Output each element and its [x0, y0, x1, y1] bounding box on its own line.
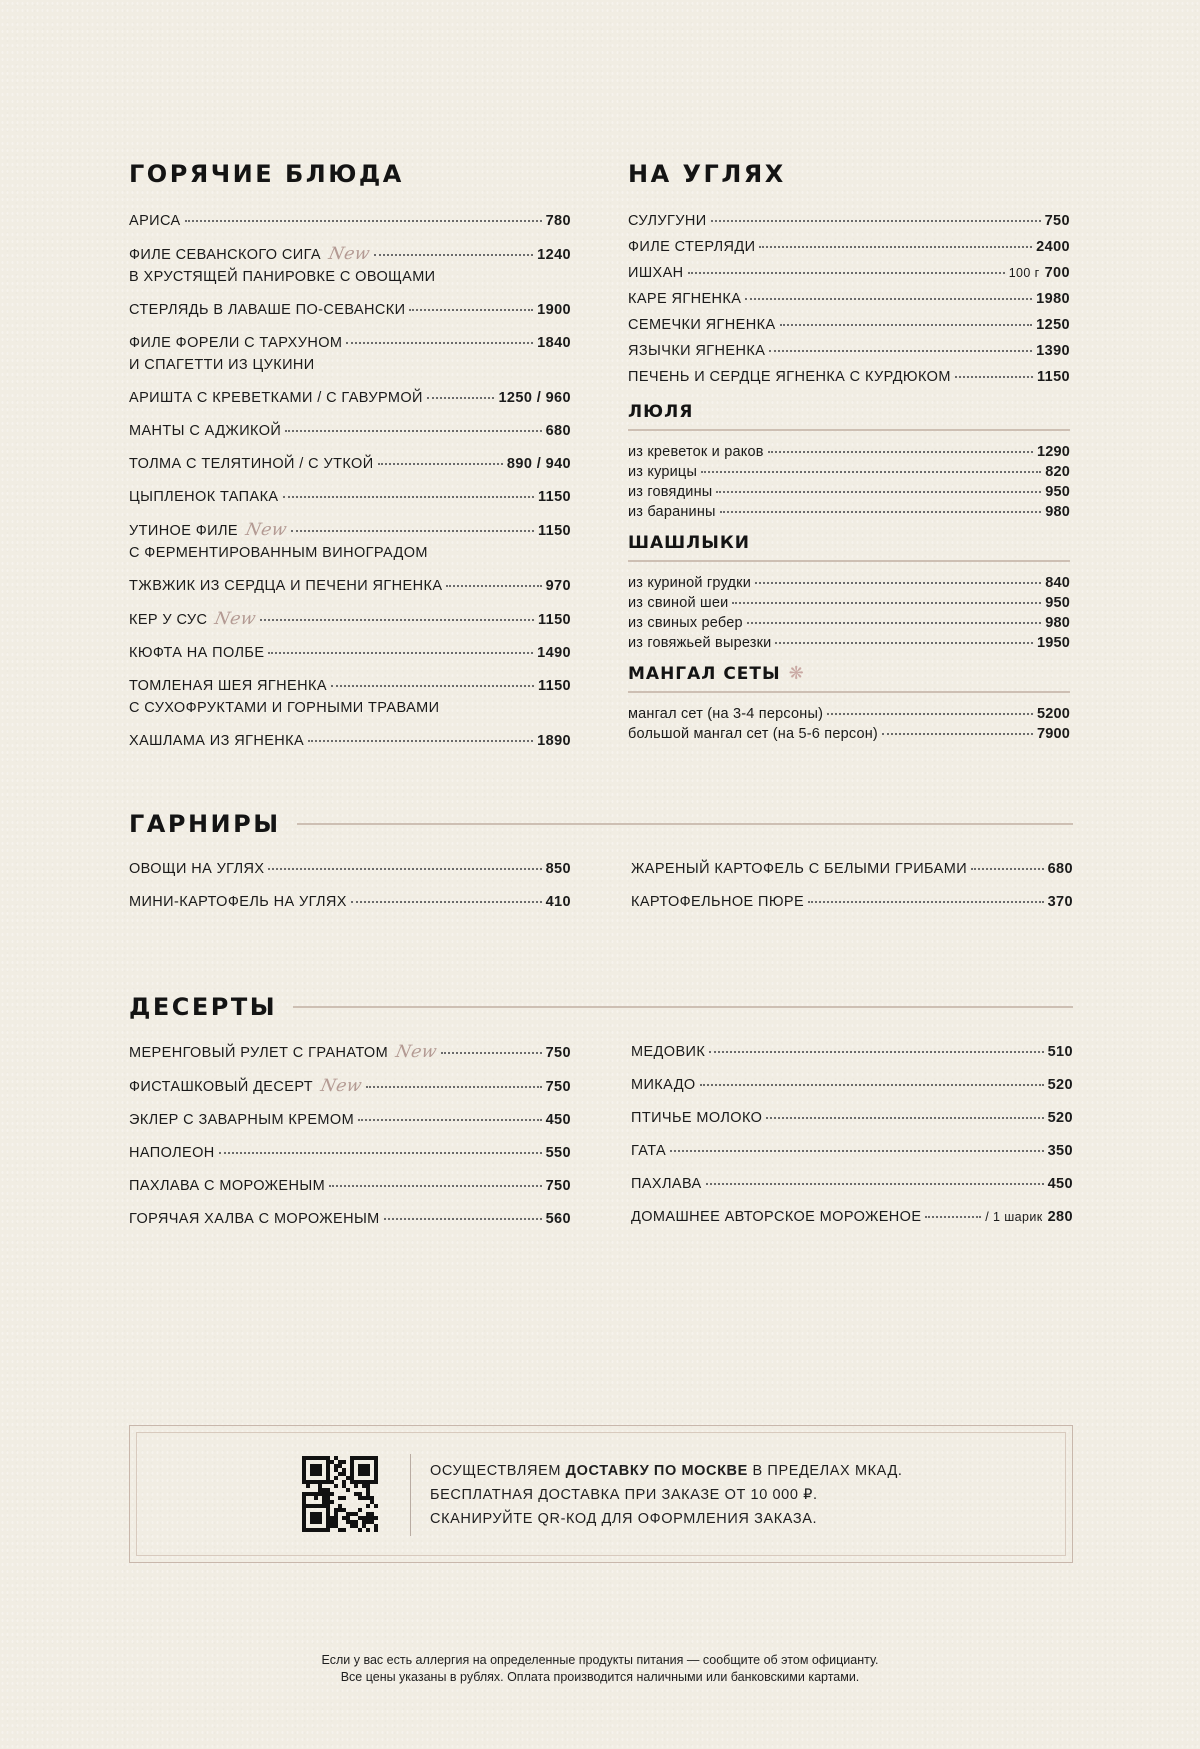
menu-item-price: 1240 [537, 247, 571, 263]
menu-item-row [129, 893, 571, 911]
footer-line-1: Если у вас есть аллергия на определенные продукты питания — сообщите об этом официанту. [321, 1653, 879, 1667]
menu-item-price: 950 [1045, 595, 1070, 611]
menu-item-price: 780 [545, 213, 571, 229]
menu-item-name: МЕРЕНГОВЫЙ РУЛЕТ С ГРАНАТОМ [129, 1045, 389, 1061]
menu-item-row [628, 594, 1070, 612]
shashlik-title [628, 533, 1070, 562]
menu-item-price: 680 [545, 423, 571, 439]
menu-item-price: 1980 [1036, 291, 1070, 307]
delivery-line-2: БЕСПЛАТНАЯ ДОСТАВКА ПРИ ЗАКАЗЕ ОТ 10 000 ₽. [430, 1487, 818, 1503]
menu-item-name: УТИНОЕ ФИЛЕ [129, 523, 238, 539]
menu-item-row [129, 301, 571, 319]
menu-item-price: 970 [545, 578, 571, 594]
delivery-line-1-bold: ДОСТАВКУ ПО МОСКВЕ [565, 1463, 748, 1479]
menu-item-name: ПТИЧЬЕ МОЛОКО [631, 1110, 763, 1126]
dot-leader [768, 451, 1033, 453]
menu-item-price: 750 [545, 1079, 571, 1095]
menu-item-price: 450 [1047, 1176, 1073, 1192]
desserts-title: ДЕСЕРТЫ [129, 993, 278, 1021]
dot-leader [747, 622, 1041, 624]
menu-item-name: ФИЛЕ ФОРЕЛИ С ТАРХУНОМ [129, 335, 343, 351]
dot-leader [291, 530, 534, 532]
garnishes-divider [297, 823, 1073, 825]
menu-item-price: 840 [1045, 575, 1070, 591]
dot-leader [427, 397, 495, 399]
menu-item [628, 368, 1070, 386]
menu-item [631, 1208, 1073, 1226]
menu-item-name: ХАШЛАМА ИЗ ЯГНЕНКА [129, 733, 305, 749]
garnishes-right-list [631, 860, 1073, 926]
garnishes-title: ГАРНИРЫ [129, 810, 281, 838]
dot-leader [775, 642, 1032, 644]
menu-item-price: 1900 [537, 302, 571, 318]
menu-item-name: ФИСТАШКОВЫЙ ДЕСЕРТ [129, 1079, 314, 1095]
menu-item-row [129, 677, 571, 695]
flower-icon: ❋ [788, 663, 805, 684]
menu-item [628, 725, 1070, 743]
menu-item-price: 7900 [1036, 726, 1070, 742]
menu-item-price: 1490 [537, 645, 571, 661]
menu-item-price: 520 [1047, 1110, 1073, 1126]
menu-item [628, 503, 1070, 521]
menu-item [631, 893, 1073, 911]
menu-item [628, 342, 1070, 360]
menu-item-row [129, 577, 571, 595]
dot-leader [808, 901, 1044, 903]
menu-item [129, 893, 571, 911]
menu-item-price: 1150 [537, 523, 571, 539]
menu-item-name: ЯЗЫЧКИ ЯГНЕНКА [628, 343, 766, 359]
delivery-line-3: СКАНИРУЙТЕ QR-КОД ДЛЯ ОФОРМЛЕНИЯ ЗАКАЗА. [430, 1511, 818, 1527]
menu-item-row [129, 245, 571, 264]
vertical-divider [410, 1454, 411, 1536]
menu-item [628, 594, 1070, 612]
menu-item-price: 550 [545, 1145, 571, 1161]
menu-item-row [628, 483, 1070, 501]
menu-item-name: мангал сет (на 3-4 персоны) [628, 706, 824, 722]
menu-item-row [129, 488, 571, 506]
dot-leader [185, 220, 542, 222]
menu-item [631, 1109, 1073, 1127]
dot-leader [409, 309, 533, 311]
menu-item [129, 644, 571, 662]
menu-item-name: СУЛУГУНИ [628, 213, 707, 229]
menu-item-name: ЭКЛЕР С ЗАВАРНЫМ КРЕМОМ [129, 1112, 355, 1128]
menu-item [129, 1111, 571, 1129]
dot-leader [780, 324, 1033, 326]
desserts-grid [129, 1043, 1073, 1243]
dot-leader [716, 491, 1041, 493]
dot-leader [308, 740, 533, 742]
menu-item-price: 520 [1047, 1077, 1073, 1093]
menu-item-price: 450 [545, 1112, 571, 1128]
delivery-info-box [129, 1425, 1073, 1563]
dot-leader [711, 220, 1041, 222]
menu-item-name: ТЖВЖИК ИЗ СЕРДЦА И ПЕЧЕНИ ЯГНЕНКА [129, 578, 443, 594]
shashlik-list [628, 574, 1070, 652]
dot-leader [219, 1152, 542, 1154]
menu-item-name: КЕР У СУС [129, 612, 208, 628]
menu-item [628, 614, 1070, 632]
menu-item-row [129, 455, 571, 473]
menu-item-name: ОВОЩИ НА УГЛЯХ [129, 861, 265, 877]
dot-leader [283, 496, 534, 498]
footer-note [0, 1652, 1200, 1686]
dot-leader [358, 1119, 542, 1121]
menu-item [129, 212, 571, 230]
menu-item [628, 290, 1070, 308]
garnishes-grid [129, 860, 1073, 926]
menu-item-price: 2400 [1036, 239, 1070, 255]
qr-code-icon[interactable] [302, 1456, 378, 1532]
new-badge-icon: New [213, 609, 259, 629]
menu-item-price: 850 [545, 861, 571, 877]
dot-leader [346, 342, 533, 344]
menu-item-row [631, 1076, 1073, 1094]
menu-item [628, 705, 1070, 723]
dot-leader [268, 868, 541, 870]
dot-leader [766, 1117, 1043, 1119]
new-badge-icon: New [326, 244, 372, 264]
menu-item-name: ЖАРЕНЫЙ КАРТОФЕЛЬ С БЕЛЫМИ ГРИБАМИ [631, 861, 968, 877]
menu-item-name: из баранины [628, 504, 716, 520]
menu-item-subtitle: В ХРУСТЯЩЕЙ ПАНИРОВКЕ С ОВОЩАМИ [129, 269, 436, 285]
dot-leader [971, 868, 1044, 870]
dot-leader [378, 463, 503, 465]
menu-item [631, 860, 1073, 878]
menu-item-row [129, 610, 571, 629]
menu-item-row [628, 443, 1070, 461]
menu-item-row [631, 860, 1073, 878]
menu-item-name: ЦЫПЛЕНОК ТАПАКА [129, 489, 279, 505]
new-badge-icon: New [243, 520, 289, 540]
menu-item-name: из курицы [628, 464, 698, 480]
menu-item-row [628, 463, 1070, 481]
menu-item-name: ИШХАН [628, 265, 684, 281]
mangal-sets-list [628, 705, 1070, 743]
menu-item-name: ГАТА [631, 1143, 667, 1159]
footer-line-2: Все цены указаны в рублях. Оплата производится наличными или банковскими картами. [340, 1670, 860, 1684]
dot-leader [446, 585, 541, 587]
grill-list [628, 212, 1070, 386]
dot-leader [706, 1183, 1044, 1185]
menu-item-unit: / 1 шарик [985, 1210, 1043, 1224]
menu-item-price: 280 [1047, 1209, 1073, 1225]
menu-item-price: 1950 [1036, 635, 1070, 651]
menu-item [129, 677, 571, 717]
menu-item-unit: 100 г [1008, 266, 1040, 280]
menu-item-name: МЕДОВИК [631, 1044, 706, 1060]
menu-item-price: 750 [545, 1045, 571, 1061]
menu-item-row [628, 342, 1070, 360]
menu-item-row [129, 389, 571, 407]
menu-item-name: ПАХЛАВА [631, 1176, 702, 1192]
dot-leader [329, 1185, 542, 1187]
menu-item [631, 1175, 1073, 1193]
dot-leader [720, 511, 1042, 513]
menu-item [129, 577, 571, 595]
menu-item-name: СТЕРЛЯДЬ В ЛАВАШЕ ПО-СЕВАНСКИ [129, 302, 406, 318]
dot-leader [955, 376, 1033, 378]
menu-item-row [628, 212, 1070, 230]
menu-item [129, 1210, 571, 1228]
menu-item-price: 510 [1047, 1044, 1073, 1060]
menu-item-row [129, 1077, 571, 1096]
delivery-line-1 [430, 1459, 903, 1483]
menu-item-price: 1150 [537, 489, 571, 505]
menu-item [129, 860, 571, 878]
menu-item [631, 1043, 1073, 1061]
menu-item [129, 610, 571, 629]
dot-leader [769, 350, 1032, 352]
menu-item-name: ФИЛЕ СЕВАНСКОГО СИГА [129, 247, 321, 263]
menu-item [628, 212, 1070, 230]
dot-leader [268, 652, 533, 654]
menu-item-name: из свиной шеи [628, 595, 729, 611]
menu-item-price: 750 [545, 1178, 571, 1194]
menu-item-name: ПАХЛАВА С МОРОЖЕНЫМ [129, 1178, 326, 1194]
menu-item-row [129, 334, 571, 352]
delivery-text [430, 1459, 903, 1531]
mangal-sets-title-text: МАНГАЛ СЕТЫ [628, 664, 781, 684]
menu-item [628, 483, 1070, 501]
menu-item-name: ТОЛМА С ТЕЛЯТИНОЙ / С УТКОЙ [129, 456, 374, 472]
menu-item-price: 1150 [537, 612, 571, 628]
menu-item [631, 1142, 1073, 1160]
menu-item-price: 700 [1044, 265, 1070, 281]
menu-item-row [129, 860, 571, 878]
menu-item-price: 560 [545, 1211, 571, 1227]
menu-item-name: АРИШТА С КРЕВЕТКАМИ / С ГАВУРМОЙ [129, 390, 423, 406]
menu-item-row [628, 725, 1070, 743]
dot-leader [351, 901, 542, 903]
menu-item-row [129, 1144, 571, 1162]
menu-item-subtitle: С ФЕРМЕНТИРОВАННЫМ ВИНОГРАДОМ [129, 545, 428, 561]
menu-item-price: 1890 [537, 733, 571, 749]
menu-item-row [129, 1210, 571, 1228]
menu-item-price: 1250 [1036, 317, 1070, 333]
menu-item [628, 238, 1070, 256]
menu-item-price: 1150 [1036, 369, 1070, 385]
menu-item-price: 1250 / 960 [498, 390, 571, 406]
menu-item-name: из говяжьей вырезки [628, 635, 772, 651]
menu-item-price: 1840 [537, 335, 571, 351]
menu-item-row [129, 1043, 571, 1062]
menu-item [631, 1076, 1073, 1094]
hot-dishes-list [129, 212, 571, 750]
menu-item-name: из куриной грудки [628, 575, 751, 591]
menu-item [628, 443, 1070, 461]
menu-item-row [628, 634, 1070, 652]
menu-item-row [628, 238, 1070, 256]
menu-item-row [628, 574, 1070, 592]
menu-item [129, 1043, 571, 1062]
dot-leader [701, 471, 1041, 473]
menu-item-name: МИКАДО [631, 1077, 696, 1093]
dot-leader [670, 1150, 1044, 1152]
menu-item-price: 5200 [1036, 706, 1070, 722]
menu-item [129, 422, 571, 440]
menu-item-price: 950 [1045, 484, 1070, 500]
desserts-header [129, 993, 1073, 1021]
menu-item-name: из креветок и раков [628, 444, 764, 460]
menu-item [129, 1144, 571, 1162]
menu-item-name: АРИСА [129, 213, 181, 229]
menu-item-name: КАРЕ ЯГНЕНКА [628, 291, 742, 307]
menu-item [628, 574, 1070, 592]
dot-leader [441, 1052, 542, 1054]
dot-leader [374, 254, 533, 256]
menu-item-row [631, 1109, 1073, 1127]
menu-item [628, 463, 1070, 481]
menu-item-name: из свиных ребер [628, 615, 743, 631]
menu-item [129, 301, 571, 319]
desserts-right-list [631, 1043, 1073, 1243]
menu-item-name: КЮФТА НА ПОЛБЕ [129, 645, 265, 661]
grill-section [628, 160, 1070, 745]
menu-item [628, 634, 1070, 652]
menu-item-subtitle: И СПАГЕТТИ ИЗ ЦУКИНИ [129, 357, 315, 373]
menu-item-row [628, 316, 1070, 334]
menu-item-price: 750 [1044, 213, 1070, 229]
menu-item-price: 1150 [537, 678, 571, 694]
menu-item-row [129, 732, 571, 750]
menu-item-price: 370 [1047, 894, 1073, 910]
dot-leader [827, 713, 1033, 715]
menu-item-price: 980 [1045, 504, 1070, 520]
menu-item-row [631, 1043, 1073, 1061]
menu-item-price: 1290 [1036, 444, 1070, 460]
new-badge-icon: New [318, 1076, 364, 1096]
grill-title: НА УГЛЯХ [628, 160, 786, 188]
menu-item [628, 316, 1070, 334]
menu-item-price: 350 [1047, 1143, 1073, 1159]
lyulya-title [628, 402, 1070, 431]
menu-item [129, 488, 571, 506]
menu-item-price: 680 [1047, 861, 1073, 877]
menu-item-row [628, 614, 1070, 632]
delivery-line-1-pre: ОСУЩЕСТВЛЯЕМ [430, 1463, 566, 1479]
hot-dishes-title: ГОРЯЧИЕ БЛЮДА [129, 160, 404, 188]
dot-leader [366, 1086, 542, 1088]
menu-item-row [129, 1111, 571, 1129]
menu-item-row [129, 212, 571, 230]
lyulya-title-text: ЛЮЛЯ [628, 402, 694, 422]
menu-item-price: 820 [1045, 464, 1070, 480]
menu-item-name: большой мангал сет (на 5-6 персон) [628, 726, 878, 742]
dot-leader [709, 1051, 1043, 1053]
menu-item-row [631, 893, 1073, 911]
menu-item-name: ПЕЧЕНЬ И СЕРДЦЕ ЯГНЕНКА С КУРДЮКОМ [628, 369, 951, 385]
menu-item-row [129, 422, 571, 440]
menu-item [129, 334, 571, 374]
menu-item-row [631, 1142, 1073, 1160]
dot-leader [384, 1218, 542, 1220]
menu-item [129, 455, 571, 473]
dot-leader [285, 430, 541, 432]
dot-leader [925, 1216, 981, 1218]
dot-leader [260, 619, 534, 621]
menu-item-price: 980 [1045, 615, 1070, 631]
desserts-divider [293, 1006, 1073, 1008]
menu-item-row [129, 521, 571, 540]
menu-item-subtitle: С СУХОФРУКТАМИ И ГОРНЫМИ ТРАВАМИ [129, 700, 440, 716]
mangal-sets-title [628, 664, 1070, 693]
dot-leader [755, 582, 1041, 584]
menu-item-row [129, 1177, 571, 1195]
garnishes-header [129, 810, 1073, 838]
delivery-line-1-post: В ПРЕДЕЛАХ МКАД. [747, 1463, 903, 1479]
menu-item [129, 1077, 571, 1096]
menu-item-name: НАПОЛЕОН [129, 1145, 215, 1161]
dot-leader [882, 733, 1033, 735]
menu-item-name: из говядины [628, 484, 713, 500]
dot-leader [700, 1084, 1044, 1086]
new-badge-icon: New [393, 1042, 439, 1062]
menu-item-price: 890 / 940 [506, 456, 571, 472]
menu-item-price: 410 [545, 894, 571, 910]
desserts-left-list [129, 1043, 571, 1243]
garnishes-left-list [129, 860, 571, 926]
menu-item [129, 521, 571, 562]
menu-item-name: КАРТОФЕЛЬНОЕ ПЮРЕ [631, 894, 805, 910]
menu-item [129, 245, 571, 286]
menu-item-name: ГОРЯЧАЯ ХАЛВА С МОРОЖЕНЫМ [129, 1211, 380, 1227]
menu-item-name: МИНИ-КАРТОФЕЛЬ НА УГЛЯХ [129, 894, 347, 910]
dot-leader [688, 272, 1005, 274]
dot-leader [732, 602, 1041, 604]
menu-item-name: ДОМАШНЕЕ АВТОРСКОЕ МОРОЖЕНОЕ [631, 1209, 922, 1225]
menu-item-price: 1390 [1036, 343, 1070, 359]
hot-dishes-section [129, 160, 571, 765]
menu-item-row [129, 644, 571, 662]
menu-item [628, 264, 1070, 282]
dot-leader [759, 246, 1032, 248]
menu-item-name: СЕМЕЧКИ ЯГНЕНКА [628, 317, 776, 333]
menu-item [129, 1177, 571, 1195]
menu-item-row [628, 705, 1070, 723]
menu-item [129, 732, 571, 750]
menu-item-row [631, 1175, 1073, 1193]
menu-item-row [628, 368, 1070, 386]
menu-item-name: ФИЛЕ СТЕРЛЯДИ [628, 239, 756, 255]
menu-item-row [628, 290, 1070, 308]
menu-item-name: МАНТЫ С АДЖИКОЙ [129, 423, 282, 439]
dot-leader [745, 298, 1032, 300]
menu-item [129, 389, 571, 407]
menu-item-row [628, 503, 1070, 521]
menu-item-name: ТОМЛЕНАЯ ШЕЯ ЯГНЕНКА [129, 678, 327, 694]
shashlik-title-text: ШАШЛЫКИ [628, 533, 751, 553]
dot-leader [331, 685, 534, 687]
menu-item-row [628, 264, 1070, 282]
menu-item-row [631, 1208, 1073, 1226]
lyulya-list [628, 443, 1070, 521]
